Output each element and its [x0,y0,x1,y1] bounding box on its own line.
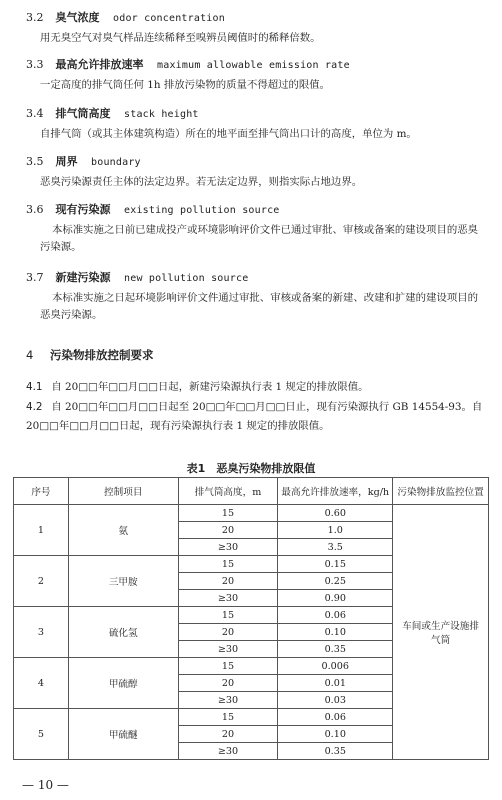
table-header-row [14,478,489,505]
definition-3-5 [26,154,486,191]
cell-height: 20 [178,624,278,641]
cell-rate: 0.06 [278,607,393,624]
definition-text: 本标准实施之日前已建成投产或环境影响评价文件已通过审批、审核或备案的建设项目的恶臭污染源。 [40,224,479,253]
cell-height: ≥30 [178,641,278,658]
clause-4-2 [26,398,488,436]
clause-text: 自 20□□年□□月□□日起，新建污染源执行表 1 规定的排放限值。 [51,381,369,393]
definition-text: 用无臭空气对臭气样品连续稀释至嗅辨员阈值时的稀释倍数。 [40,32,321,44]
definition-3-2 [26,10,486,47]
term-english: new pollution source [124,273,249,284]
term-chinese: 新建污染源 [55,271,111,284]
cell-rate: 0.35 [278,641,393,658]
header-item: 控制项目 [68,478,178,505]
cell-height: 15 [178,556,278,573]
cell-rate: 3.5 [278,539,393,556]
definition-text: 自排气筒（或其主体建筑构造）所在的地平面至排气筒出口计的高度，单位为 m。 [40,128,417,140]
cell-rate: 0.35 [278,743,393,760]
definition-3-3 [26,57,486,94]
term-heading [26,270,486,287]
cell-no: 2 [14,556,69,607]
definition-text: 一定高度的排气筒任何 1h 排放污染物的质量不得超过的限值。 [40,79,331,91]
clause-4-1 [26,378,488,397]
cell-item: 甲硫醚 [68,709,178,760]
cell-height: 15 [178,658,278,675]
cell-rate: 0.15 [278,556,393,573]
definition-3-7 [26,270,486,324]
cell-rate: 0.90 [278,590,393,607]
term-heading [26,106,486,123]
cell-height: ≥30 [178,590,278,607]
cell-height: 15 [178,505,278,522]
clause-number: 4.2 [26,401,43,413]
term-heading [26,57,486,74]
cell-height: 20 [178,675,278,692]
term-english: boundary [91,157,141,168]
cell-item: 甲硫醇 [68,658,178,709]
cell-no: 5 [14,709,69,760]
definition-text: 恶臭污染源责任主体的法定边界。若无法定边界，则指实际占地边界。 [40,176,363,188]
cell-rate: 1.0 [278,522,393,539]
header-rate: 最高允许排放速率，kg/h [278,478,393,505]
term-english: maximum allowable emission rate [157,60,350,71]
cell-no: 1 [14,505,69,556]
cell-rate: 0.60 [278,505,393,522]
cell-location: 车间或生产设施排气筒 [393,505,489,760]
definition-3-6 [26,202,486,256]
cell-height: 15 [178,709,278,726]
header-location: 污染物排放监控位置 [393,478,489,505]
cell-rate: 0.25 [278,573,393,590]
section-number: 4 [26,348,34,362]
term-number: 3.2 [26,11,44,24]
cell-no: 3 [14,607,69,658]
cell-rate: 0.006 [278,658,393,675]
definition-3-4 [26,106,486,143]
page-number: — 10 — [22,778,69,792]
term-number: 3.4 [26,107,44,120]
cell-height: ≥30 [178,743,278,760]
term-chinese: 最高允许排放速率 [55,58,144,71]
clause-text: 自 20□□年□□月□□日起至 20□□年□□月□□日止，现有污染源执行 GB 14554-93。自 20□□年□□月□□日起，现有污染源执行表 1 规定的排放限值。 [26,401,483,432]
cell-height: ≥30 [178,539,278,556]
header-no: 序号 [14,478,69,505]
table-row [14,505,489,522]
cell-rate: 0.10 [278,726,393,743]
cell-rate: 0.01 [278,675,393,692]
cell-item: 氨 [68,505,178,556]
term-heading [26,202,486,219]
table-caption: 表1 恶臭污染物排放限值 [186,462,316,475]
cell-height: 20 [178,726,278,743]
term-chinese: 周界 [55,155,78,168]
term-english: stack height [124,109,199,120]
term-number: 3.3 [26,58,44,71]
term-chinese: 现有污染源 [55,203,111,216]
definition-text: 本标准实施之日起环境影响评价文件通过审批、审核或备案的新建、改建和扩建的建设项目的恶臭污染源。 [40,292,479,321]
cell-item: 硫化氢 [68,607,178,658]
term-chinese: 臭气浓度 [55,11,100,24]
term-heading [26,10,486,27]
cell-height: ≥30 [178,692,278,709]
section-heading [26,347,154,363]
cell-item: 三甲胺 [68,556,178,607]
cell-rate: 0.03 [278,692,393,709]
cell-rate: 0.06 [278,709,393,726]
term-english: existing pollution source [124,205,280,216]
term-number: 3.6 [26,203,44,216]
term-number: 3.5 [26,155,44,168]
cell-no: 4 [14,658,69,709]
cell-height: 15 [178,607,278,624]
clause-number: 4.1 [26,381,43,393]
term-heading [26,154,486,171]
cell-height: 20 [178,522,278,539]
cell-height: 20 [178,573,278,590]
emission-limits-table [13,477,489,760]
cell-rate: 0.10 [278,624,393,641]
term-number: 3.7 [26,271,44,284]
section-title: 污染物排放控制要求 [50,348,154,362]
header-height: 排气筒高度，m [178,478,278,505]
term-chinese: 排气筒高度 [55,107,111,120]
term-english: odor concentration [113,13,225,24]
